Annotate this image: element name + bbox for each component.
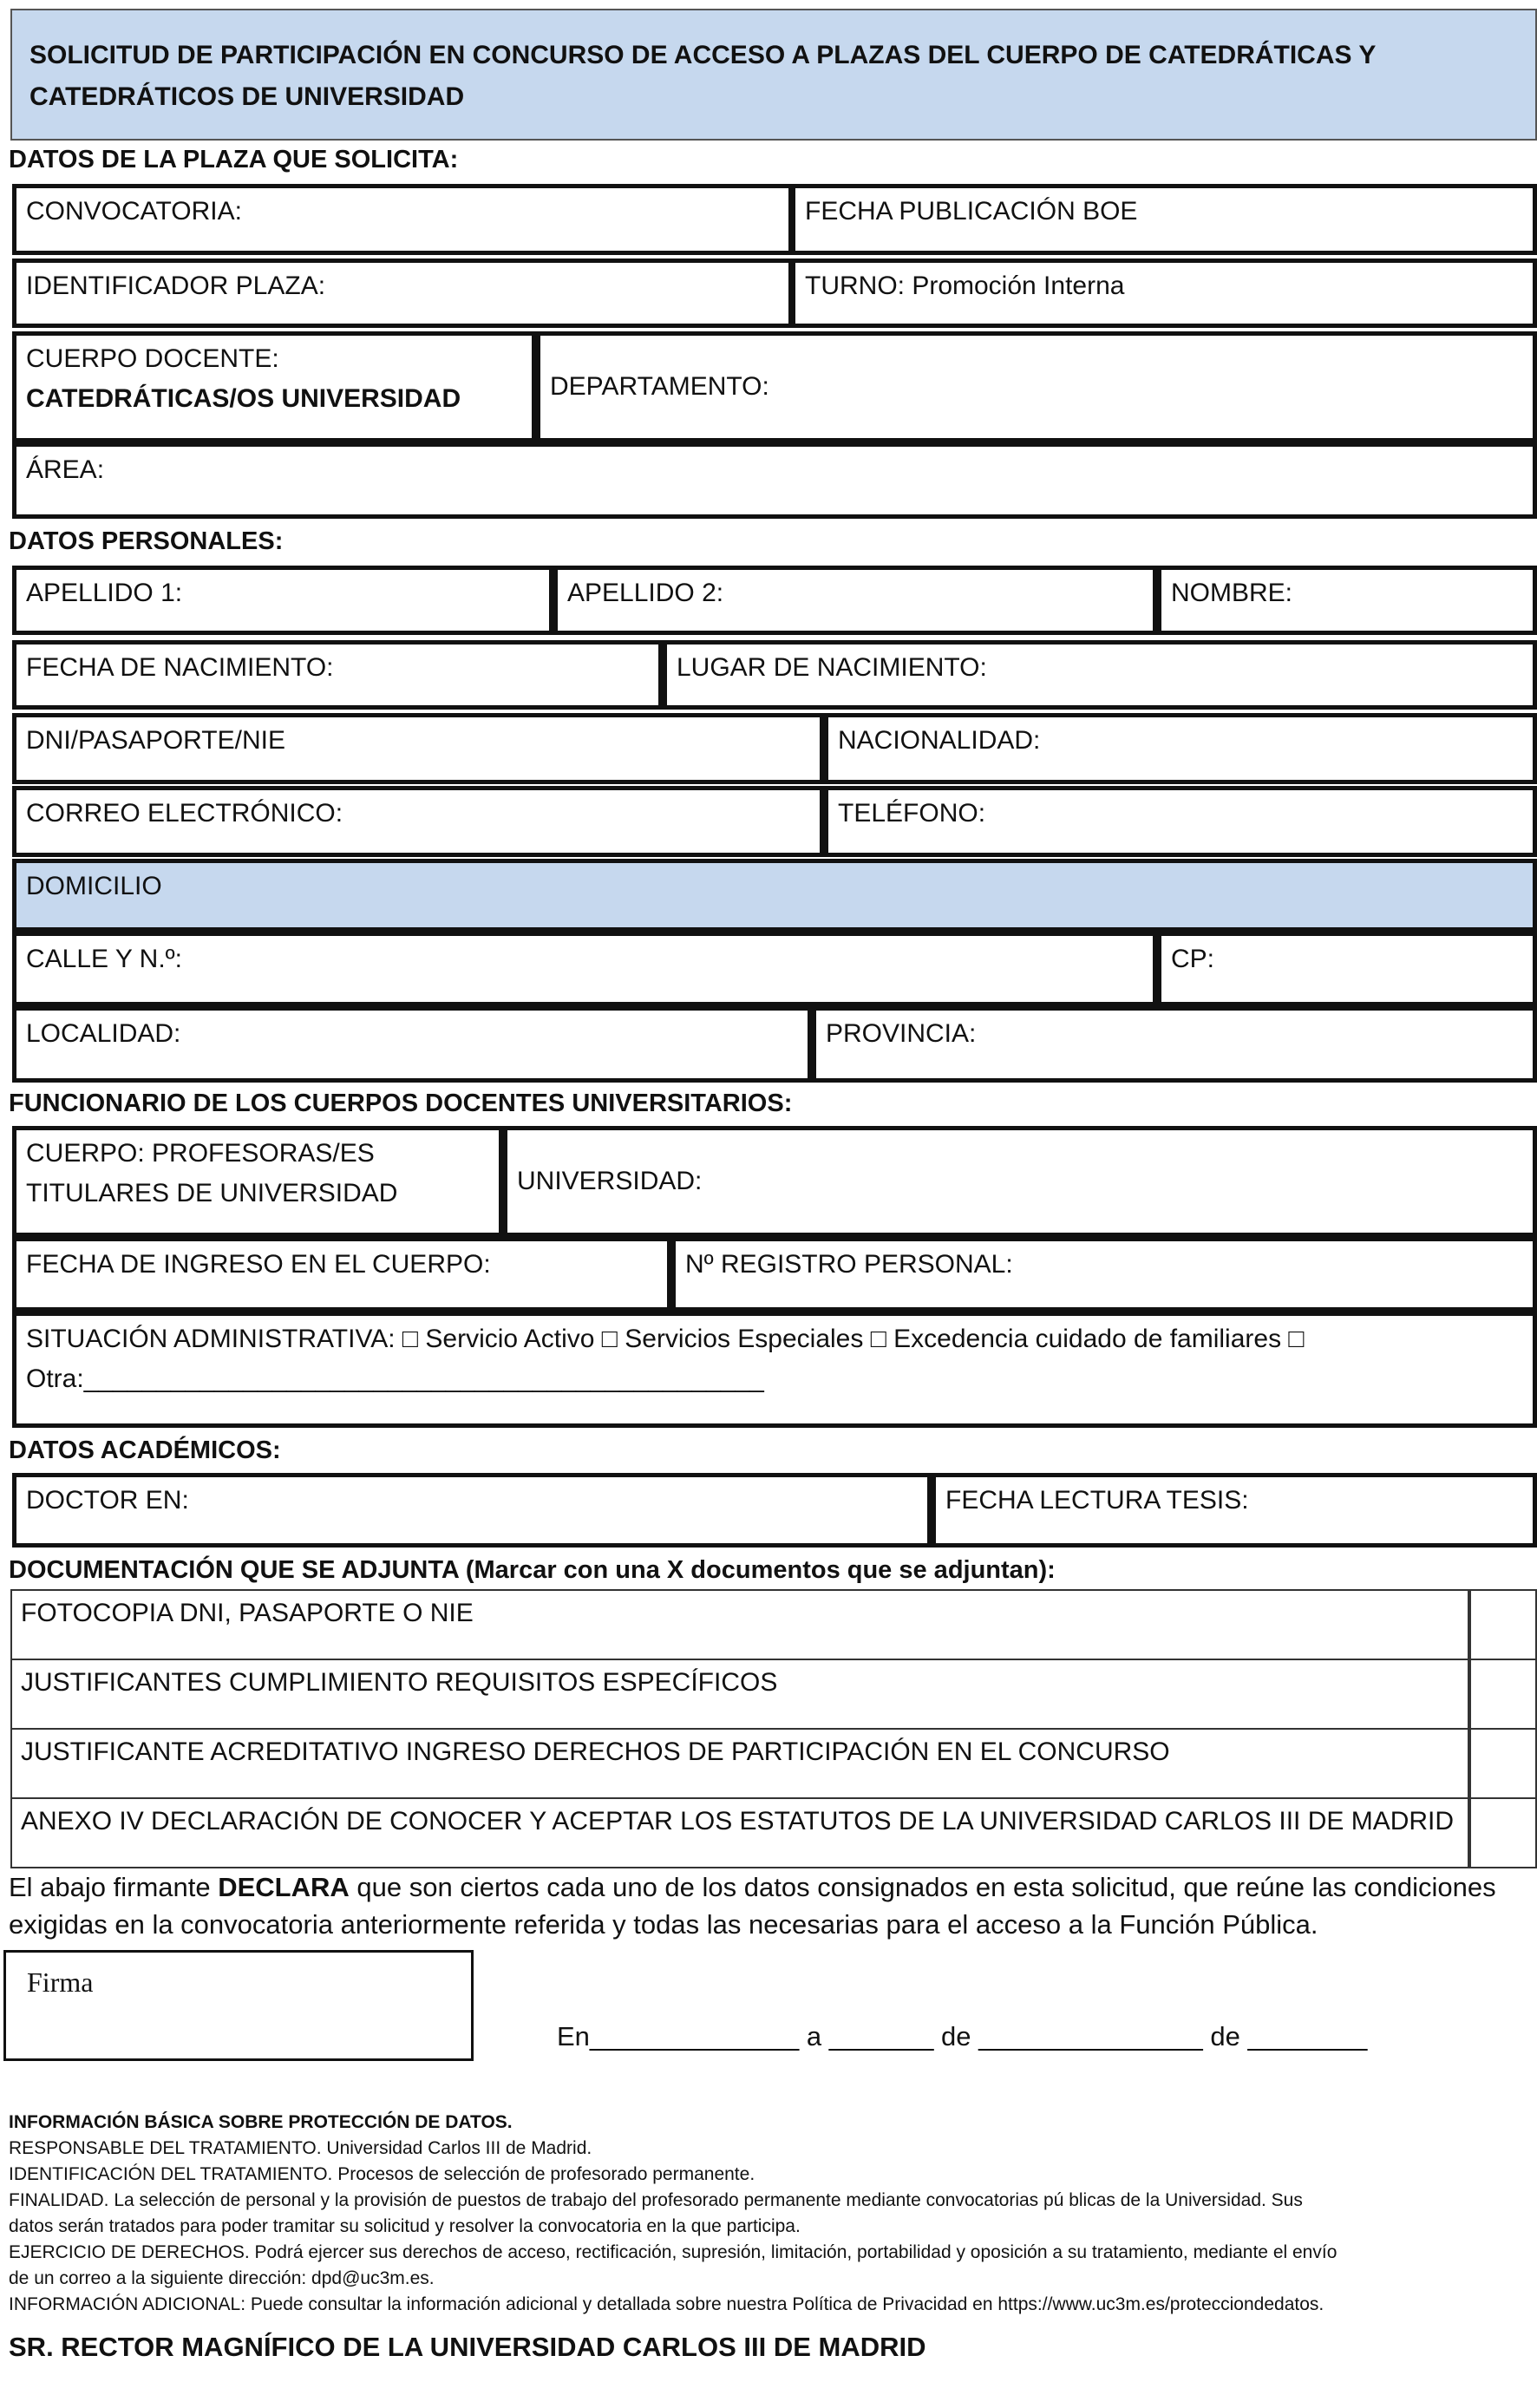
doc-item-label: JUSTIFICANTES CUMPLIMIENTO REQUISITOS ESPECÍFICOS — [21, 1668, 778, 1697]
doctor-en-field[interactable] — [12, 1473, 932, 1548]
fecha-ingreso-field[interactable] — [12, 1237, 671, 1312]
data-protection-line: IDENTIFICACIÓN DEL TRATAMIENTO. Procesos de selección de profesorado permanente. — [9, 2164, 755, 2184]
doc-item-label: JUSTIFICANTE ACREDITATIVO INGRESO DERECHOS DE PARTICIPACIÓN EN EL CONCURSO — [21, 1737, 1170, 1766]
fecha-nacimiento-label: FECHA DE NACIMIENTO: — [26, 653, 334, 682]
declaration-post: que son ciertos cada uno de los datos consignados en esta solicitud, que reúne las condiciones exigidas en la convocatoria anteriormente referida y todas las necesarias para el acceso a la Función Pública. — [9, 1872, 1496, 1940]
departamento-field[interactable] — [536, 331, 1537, 442]
declaration-text — [9, 1868, 1535, 1943]
identificador-plaza-label: IDENTIFICADOR PLAZA: — [26, 272, 326, 300]
lugar-nacimiento-field[interactable] — [663, 640, 1537, 710]
domicilio-label: DOMICILIO — [26, 872, 162, 900]
localidad-label: LOCALIDAD: — [26, 1019, 181, 1048]
situacion-options[interactable]: SITUACIÓN ADMINISTRATIVA: □ Servicio Activo □ Servicios Especiales □ Excedencia cuidado de familiares □ — [26, 1325, 1305, 1353]
data-protection-line: datos serán tratados para poder tramitar su solicitud y resolver la convocatoria en la que participa. — [9, 2216, 801, 2236]
fecha-tesis-field[interactable] — [932, 1473, 1537, 1548]
doc-item-label: ANEXO IV DECLARACIÓN DE CONOCER Y ACEPTAR LOS ESTATUTOS DE LA UNIVERSIDAD CARLOS III DE MADRID — [21, 1807, 1455, 1835]
data-protection-line: de un correo a la siguiente dirección: dpd@uc3m.es. — [9, 2268, 435, 2288]
nacionalidad-label: NACIONALIDAD: — [838, 726, 1041, 755]
doc-item-anexo-iv — [10, 1797, 1469, 1868]
doc-item-requisitos — [10, 1659, 1469, 1730]
correo-field[interactable] — [12, 786, 824, 857]
doc-checkbox-anexo-iv[interactable] — [1469, 1797, 1537, 1868]
doc-item-derechos — [10, 1728, 1469, 1799]
nombre-field[interactable] — [1157, 566, 1537, 635]
telefono-field[interactable] — [824, 786, 1537, 857]
calle-label: CALLE Y N.º: — [26, 945, 182, 973]
doc-item-label: FOTOCOPIA DNI, PASAPORTE O NIE — [21, 1599, 474, 1627]
fecha-tesis-label: FECHA LECTURA TESIS: — [945, 1486, 1249, 1515]
turno-label: TURNO: Promoción Interna — [805, 272, 1125, 300]
signature-label: Firma — [27, 1966, 94, 1998]
cuerpo-docente-field[interactable] — [12, 331, 536, 442]
correo-label: CORREO ELECTRÓNICO: — [26, 799, 343, 828]
provincia-label: PROVINCIA: — [826, 1019, 977, 1048]
data-protection-line: FINALIDAD. La selección de personal y la provisión de puestos de trabajo del profesorado permanente mediante convocatorias pú blicas de la Universidad. Sus — [9, 2190, 1303, 2210]
localidad-field[interactable] — [12, 1006, 812, 1083]
dni-field[interactable] — [12, 713, 824, 784]
area-label: ÁREA: — [26, 455, 105, 484]
turno-field[interactable] — [791, 258, 1537, 328]
section-academicos-heading: DATOS ACADÉMICOS: — [9, 1436, 281, 1464]
section-plaza-heading: DATOS DE LA PLAZA QUE SOLICITA: — [9, 146, 459, 173]
fecha-boe-field[interactable] — [791, 184, 1537, 255]
situacion-otra[interactable]: Otra:_______________________________________________ — [26, 1364, 764, 1393]
apellido1-field[interactable] — [12, 566, 553, 635]
place-date-line[interactable]: En______________ a _______ de _______________ de ________ — [557, 2021, 1368, 2051]
fecha-boe-label: FECHA PUBLICACIÓN BOE — [805, 197, 1138, 226]
calle-field[interactable] — [12, 932, 1157, 1006]
convocatoria-label: CONVOCATORIA: — [26, 197, 242, 226]
section-personales-heading: DATOS PERSONALES: — [9, 527, 284, 555]
form-title: SOLICITUD DE PARTICIPACIÓN EN CONCURSO DE ACCESO A PLAZAS DEL CUERPO DE CATEDRÁTICAS Y CATEDRÁTICOS DE UNIVERSIDAD — [10, 9, 1537, 141]
addressee: SR. RECTOR MAGNÍFICO DE LA UNIVERSIDAD CARLOS III DE MADRID — [9, 2332, 926, 2362]
apellido2-field[interactable] — [553, 566, 1157, 635]
cuerpo-titulares-field[interactable] — [12, 1126, 503, 1237]
apellido2-label: APELLIDO 2: — [567, 579, 724, 607]
dni-label: DNI/PASAPORTE/NIE — [26, 726, 285, 755]
section-documentacion-heading: DOCUMENTACIÓN QUE SE ADJUNTA (Marcar con una X documentos que se adjuntan): — [9, 1556, 1056, 1584]
departamento-label: DEPARTAMENTO: — [550, 372, 769, 401]
section-funcionario-heading: FUNCIONARIO DE LOS CUERPOS DOCENTES UNIVERSITARIOS: — [9, 1089, 793, 1117]
cuerpo-docente-value: CATEDRÁTICAS/OS UNIVERSIDAD — [26, 384, 461, 413]
doc-checkbox-dni[interactable] — [1469, 1589, 1537, 1660]
area-field[interactable] — [12, 442, 1537, 519]
data-protection-heading: INFORMACIÓN BÁSICA SOBRE PROTECCIÓN DE DATOS. — [9, 2112, 513, 2132]
doc-checkbox-requisitos[interactable] — [1469, 1659, 1537, 1730]
domicilio-header — [12, 859, 1537, 932]
cp-field[interactable] — [1157, 932, 1537, 1006]
registro-personal-field[interactable] — [671, 1237, 1537, 1312]
data-protection-line: RESPONSABLE DEL TRATAMIENTO. Universidad Carlos III de Madrid. — [9, 2138, 592, 2158]
nombre-label: NOMBRE: — [1171, 579, 1293, 607]
situacion-administrativa-field[interactable] — [12, 1312, 1537, 1428]
universidad-field[interactable] — [503, 1126, 1537, 1237]
declaration-pre: El abajo firmante — [9, 1872, 219, 1902]
apellido1-label: APELLIDO 1: — [26, 579, 183, 607]
universidad-label: UNIVERSIDAD: — [517, 1167, 703, 1195]
data-protection-line: EJERCICIO DE DERECHOS. Podrá ejercer sus derechos de acceso, rectificación, supresión, limitación, portabilidad y oposición a su tratamiento, mediante el envío — [9, 2242, 1338, 2262]
data-protection-line: INFORMACIÓN ADICIONAL: Puede consultar la información adicional y detallada sobre nuestra Política de Privacidad en https://www.uc3m.es/protecciondedatos. — [9, 2294, 1324, 2314]
convocatoria-field[interactable] — [12, 184, 793, 255]
cuerpo-titulares-label: CUERPO: PROFESORAS/ES TITULARES DE UNIVERSIDAD — [26, 1139, 398, 1207]
doc-checkbox-derechos[interactable] — [1469, 1728, 1537, 1799]
lugar-nacimiento-label: LUGAR DE NACIMIENTO: — [677, 653, 987, 682]
declaration-bold: DECLARA — [218, 1872, 350, 1902]
fecha-ingreso-label: FECHA DE INGRESO EN EL CUERPO: — [26, 1250, 491, 1279]
telefono-label: TELÉFONO: — [838, 799, 986, 828]
registro-personal-label: Nº REGISTRO PERSONAL: — [685, 1250, 1013, 1279]
provincia-field[interactable] — [812, 1006, 1537, 1083]
doctor-en-label: DOCTOR EN: — [26, 1486, 189, 1515]
identificador-plaza-field[interactable] — [12, 258, 793, 328]
cuerpo-docente-label: CUERPO DOCENTE: — [26, 344, 279, 373]
signature-box[interactable] — [3, 1950, 474, 2061]
cp-label: CP: — [1171, 945, 1215, 973]
nacionalidad-field[interactable] — [824, 713, 1537, 784]
fecha-nacimiento-field[interactable] — [12, 640, 663, 710]
doc-item-dni — [10, 1589, 1469, 1660]
